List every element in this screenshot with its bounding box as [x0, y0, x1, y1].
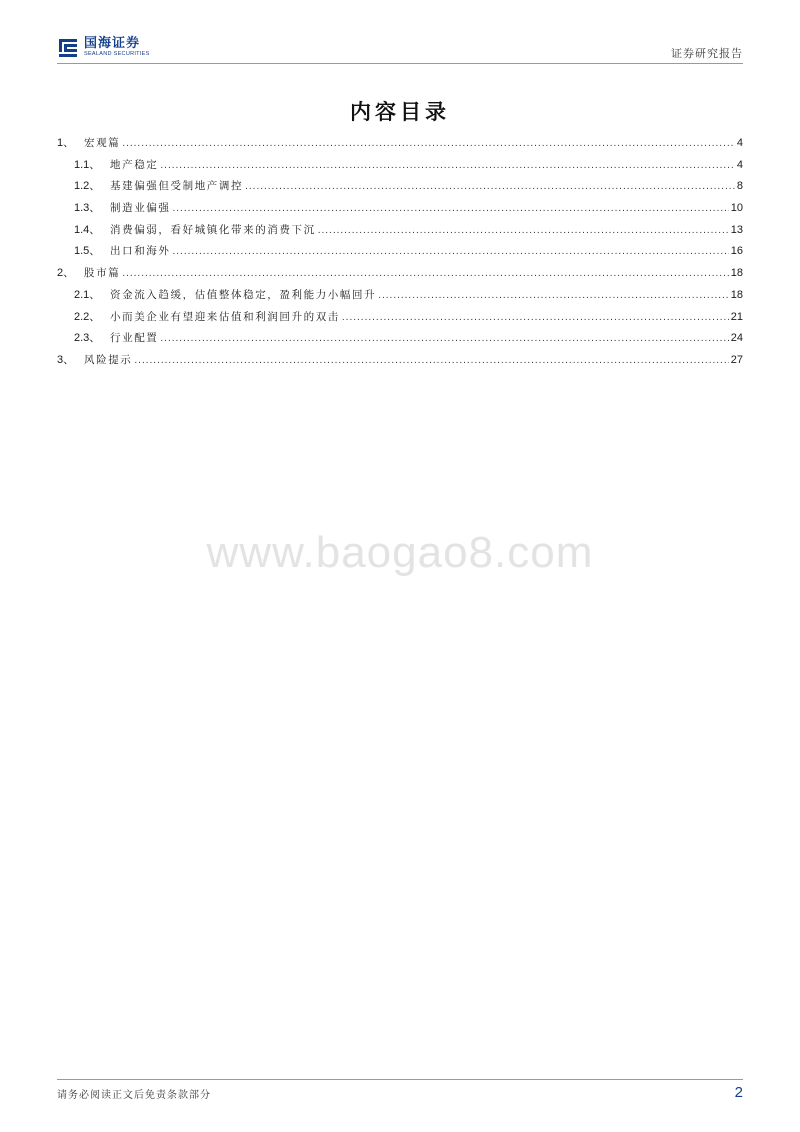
toc-title: 资金流入趋缓，估值整体稳定，盈利能力小幅回升	[110, 288, 377, 301]
toc-title: 股市篇	[84, 267, 121, 280]
toc-page-number: 4	[736, 158, 743, 171]
footer-disclaimer: 请务必阅读正文后免责条款部分	[57, 1090, 211, 1101]
toc-page-number: 18	[730, 288, 743, 301]
toc-entry[interactable]	[57, 308, 743, 330]
toc-leader	[134, 355, 728, 366]
report-type-label: 证券研究报告	[671, 47, 743, 60]
page-header	[57, 34, 743, 62]
toc-entry[interactable]	[57, 221, 743, 243]
toc-title: 消费偏弱，看好城镇化带来的消费下沉	[110, 223, 316, 236]
toc-number: 1.1、	[74, 158, 101, 171]
sealand-logo-icon	[57, 36, 79, 58]
toc-title: 行业配置	[110, 332, 159, 345]
toc-entry[interactable]	[57, 286, 743, 308]
toc-number: 3、	[57, 353, 75, 366]
toc-page-number: 8	[736, 180, 743, 193]
toc-page-number: 21	[730, 310, 743, 323]
toc-entry[interactable]	[57, 264, 743, 286]
toc-entry[interactable]	[57, 156, 743, 178]
toc-page-number: 27	[730, 353, 743, 366]
toc-number: 2、	[57, 267, 75, 280]
toc-number: 2.3、	[74, 332, 101, 345]
toc-leader	[318, 225, 729, 236]
toc-entry[interactable]	[57, 177, 743, 199]
toc-entry[interactable]	[57, 134, 743, 156]
page-title: 内容目录	[350, 100, 450, 124]
toc-leader	[173, 246, 729, 257]
toc-title: 小而美企业有望迎来估值和利润回升的双击	[110, 310, 340, 323]
toc-title: 制造业偏强	[110, 202, 171, 215]
toc-page-number: 10	[730, 202, 743, 215]
toc-title: 基建偏强但受制地产调控	[110, 180, 244, 193]
toc-number: 2.1、	[74, 288, 101, 301]
watermark-text: www.baogao8.com	[206, 528, 594, 577]
toc-leader	[342, 312, 729, 323]
header-divider	[57, 63, 743, 64]
toc-leader	[160, 333, 728, 344]
company-logo	[57, 36, 150, 58]
toc-title: 出口和海外	[110, 245, 171, 258]
toc-number: 2.2、	[74, 310, 101, 323]
toc-leader	[378, 290, 729, 301]
toc-number: 1.4、	[74, 223, 101, 236]
toc-leader	[173, 203, 729, 214]
toc-title: 宏观篇	[84, 137, 121, 149]
toc-entry[interactable]	[57, 351, 743, 373]
toc-leader	[122, 268, 728, 279]
logo-english-name: SEALAND SECURITIES	[84, 51, 150, 57]
toc-number: 1.2、	[74, 180, 101, 193]
toc-leader	[245, 181, 735, 192]
toc-entry[interactable]	[57, 199, 743, 221]
footer-divider	[57, 1079, 743, 1080]
toc-entry[interactable]	[57, 329, 743, 351]
toc-page-number: 24	[730, 332, 743, 345]
toc-title: 地产稳定	[110, 158, 159, 171]
toc-leader	[160, 160, 734, 171]
toc-number: 1.5、	[74, 245, 101, 258]
toc-page-number: 16	[730, 245, 743, 258]
toc-number: 1.3、	[74, 202, 101, 215]
toc-page-number: 13	[730, 223, 743, 236]
page-number: 2	[734, 1084, 743, 1101]
toc-number: 1、	[57, 137, 75, 149]
toc-page-number: 18	[730, 267, 743, 280]
logo-chinese-name: 国海证券	[84, 36, 141, 51]
toc-title: 风险提示	[84, 353, 133, 366]
table-of-contents	[57, 134, 743, 373]
toc-page-number: 4	[736, 137, 743, 149]
toc-leader	[122, 138, 735, 149]
toc-entry[interactable]	[57, 242, 743, 264]
